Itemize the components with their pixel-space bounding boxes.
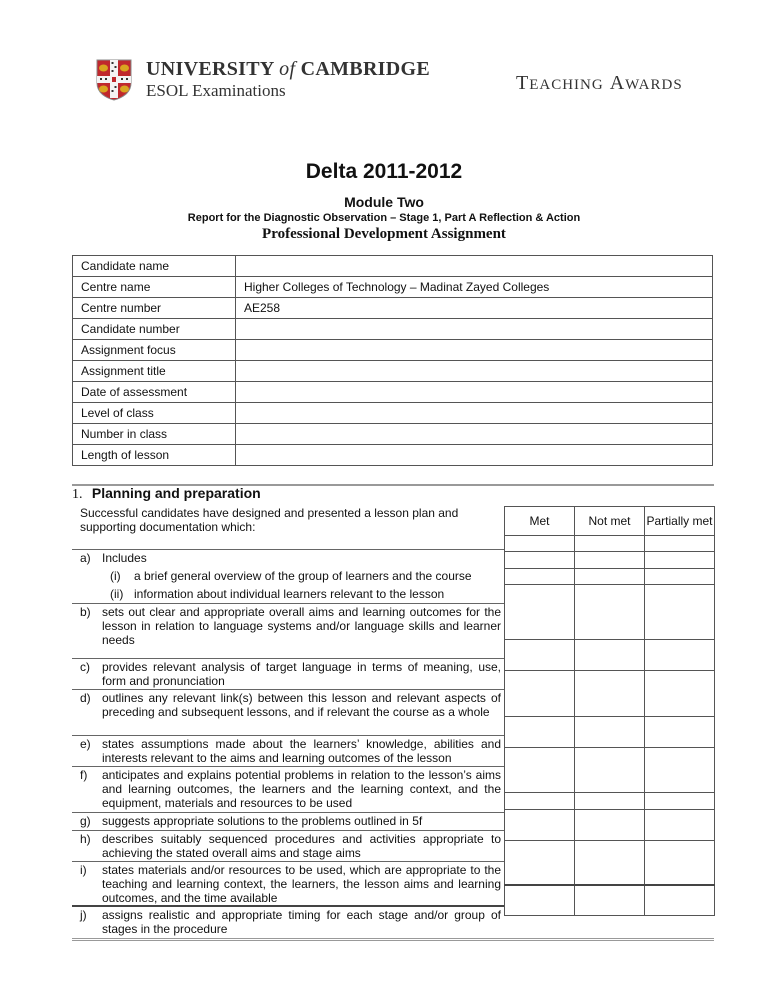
criterion-text: sets out clear and appropriate overall aims and learning outcomes for the lesson in relation to language systems and/or language skills and learner needs [102,605,501,647]
column-header-met: Met [505,507,575,536]
criterion-text: assigns realistic and appropriate timing for each stage and/or group of stages in the procedure [102,908,501,936]
criterion-letter: e) [80,737,91,751]
criterion-letter: a) [80,551,91,565]
awards-initial-a: A [609,72,626,94]
cambridge-shield-icon [96,59,132,101]
checkbox-cell-partially-met[interactable] [645,748,715,793]
column-header-not-met: Not met [575,507,645,536]
checkbox-cell-not-met[interactable] [575,552,645,569]
info-label: Date of assessment [73,382,236,403]
criterion-f [72,767,505,813]
checkbox-cell-not-met[interactable] [575,841,645,885]
section-title: Planning and preparation [91,485,261,501]
criteria-list [72,504,505,938]
checkbox-cell-partially-met[interactable] [645,717,715,748]
checkbox-cell-met[interactable] [505,536,575,552]
section-number: 1. [72,487,83,502]
awards-word-teaching: EACHING [529,77,604,93]
criterion-letter: j) [80,908,87,922]
info-row [73,340,713,361]
info-label: Candidate name [73,256,236,277]
criterion-letter: b) [80,605,91,619]
info-row [73,382,713,403]
sub-item-number: (i) [110,569,121,583]
sub-item-text: a brief general overview of the group of learners and the course [134,569,472,583]
date-of-assessment-field[interactable] [236,382,713,403]
checkbox-cell-not-met[interactable] [575,536,645,552]
awards-initial-t: T [516,72,530,94]
logo-of-text: of [279,58,296,80]
checkbox-cell-met[interactable] [505,841,575,885]
checkbox-cell-partially-met[interactable] [645,810,715,841]
criterion-text: states assumptions made about the learners’ knowledge, abilities and interests relevant to the aims and learning outcomes of the lesson [102,737,501,765]
checkbox-cell-met[interactable] [505,885,575,916]
criterion-j [72,907,505,938]
assignment-focus-field[interactable] [236,340,713,361]
checkbox-cell-met[interactable] [505,640,575,671]
info-label: Centre number [73,298,236,319]
info-label: Number in class [73,424,236,445]
checkbox-cell-not-met[interactable] [575,640,645,671]
criterion-c [72,659,505,690]
criterion-text: describes suitably sequenced procedures and activities appropriate to achieving the stated overall aims and stage aims [102,832,501,860]
criterion-letter: h) [80,832,91,846]
checkbox-cell-partially-met[interactable] [645,671,715,717]
checkbox-cell-partially-met[interactable] [645,640,715,671]
criterion-text: suggests appropriate solutions to the problems outlined in 5f [102,814,423,828]
checkbox-cell-met[interactable] [505,671,575,717]
info-row [73,319,713,340]
column-header-partially-met: Partially met [645,507,715,536]
logo-cambridge-text: CAMBRIDGE [300,58,431,80]
teaching-awards-logo [516,72,683,95]
criterion-e [72,736,505,767]
checkbox-cell-met[interactable] [505,552,575,569]
criterion-letter: d) [80,691,91,705]
logo-esol-text: ESOL Examinations [146,81,286,100]
cambridge-esol-logo [96,58,430,102]
checkbox-cell-not-met[interactable] [575,717,645,748]
info-label: Centre name [73,277,236,298]
document-title: Delta 2011-2012 [305,160,463,183]
criterion-letter: i) [80,863,87,877]
checkbox-cell-partially-met[interactable] [645,569,715,585]
checkbox-cell-not-met[interactable] [575,885,645,916]
logo-university-text: UNIVERSITY [146,58,274,80]
checkbox-cell-not-met[interactable] [575,748,645,793]
criterion-text: outlines any relevant link(s) between this lesson and relevant aspects of preceding and subsequent lessons, and if relevant the course as a whole [102,691,501,719]
checkbox-cell-met[interactable] [505,793,575,810]
info-label: Assignment focus [73,340,236,361]
criterion-text: anticipates and explains potential problems in relation to the lesson’s aims and learning outcomes, the learners and the learning context, and the equipment, materials and resources to be used [102,768,501,810]
centre-number-field[interactable]: AE258 [236,298,713,319]
info-label: Candidate number [73,319,236,340]
criterion-i [72,862,505,907]
centre-name-field[interactable]: Higher Colleges of Technology – Madinat Zayed Colleges [236,277,713,298]
candidate-info-table [72,255,713,466]
criterion-text: provides relevant analysis of target language in terms of meaning, use, form and pronunciation [102,660,501,688]
criterion-letter: g) [80,814,91,828]
level-of-class-field[interactable] [236,403,713,424]
checkbox-cell-not-met[interactable] [575,585,645,640]
checkbox-cell-partially-met[interactable] [645,536,715,552]
checkbox-cell-not-met[interactable] [575,810,645,841]
number-in-class-field[interactable] [236,424,713,445]
info-row [73,298,713,319]
criteria-intro: Successful candidates have designed and presented a lesson plan and supporting documentation which: [72,504,505,550]
info-row [73,445,713,466]
criterion-a [72,550,505,604]
checkbox-cell-met[interactable] [505,569,575,585]
checkbox-cell-partially-met[interactable] [645,841,715,885]
checkbox-cell-met[interactable] [505,585,575,640]
assignment-title-field[interactable] [236,361,713,382]
criterion-h [72,831,505,862]
checkbox-cell-not-met[interactable] [575,569,645,585]
checkbox-cell-partially-met[interactable] [645,793,715,810]
assessment-grid [504,506,715,916]
criterion-text: Includes [102,551,147,565]
checkbox-cell-not-met[interactable] [575,671,645,717]
candidate-number-field[interactable] [236,319,713,340]
info-row [73,256,713,277]
section-bottom-rule [72,938,714,941]
criterion-letter: c) [80,660,90,674]
assignment-subtitle: Professional Development Assignment [262,226,506,242]
info-row [73,361,713,382]
info-label: Level of class [73,403,236,424]
checkbox-cell-met[interactable] [505,748,575,793]
checkbox-cell-not-met[interactable] [575,793,645,810]
info-row [73,277,713,298]
length-of-lesson-field[interactable] [236,445,713,466]
report-subtitle: Report for the Diagnostic Observation – Stage 1, Part A Reflection & Action [187,212,581,224]
candidate-name-field[interactable] [236,256,713,277]
info-label: Length of lesson [73,445,236,466]
criterion-letter: f) [80,768,88,782]
awards-word-awards: WARDS [625,77,683,93]
info-row [73,403,713,424]
info-label: Assignment title [73,361,236,382]
criterion-g [72,813,505,831]
sub-item-number: (ii) [110,587,124,601]
document-header [0,0,768,130]
checkbox-cell-partially-met[interactable] [645,585,715,640]
checkbox-cell-partially-met[interactable] [645,552,715,569]
section-heading [72,485,261,503]
checkbox-cell-partially-met[interactable] [645,885,715,916]
checkbox-cell-met[interactable] [505,810,575,841]
checkbox-cell-met[interactable] [505,717,575,748]
sub-item-text: information about individual learners relevant to the lesson [134,587,445,601]
info-row [73,424,713,445]
module-title: Module Two [344,194,424,210]
criterion-b [72,604,505,659]
criterion-text: states materials and/or resources to be used, which are appropriate to the teaching and learning context, the learners, the lesson aims and learning outcomes, and the time available [102,863,501,905]
criterion-d [72,690,505,736]
